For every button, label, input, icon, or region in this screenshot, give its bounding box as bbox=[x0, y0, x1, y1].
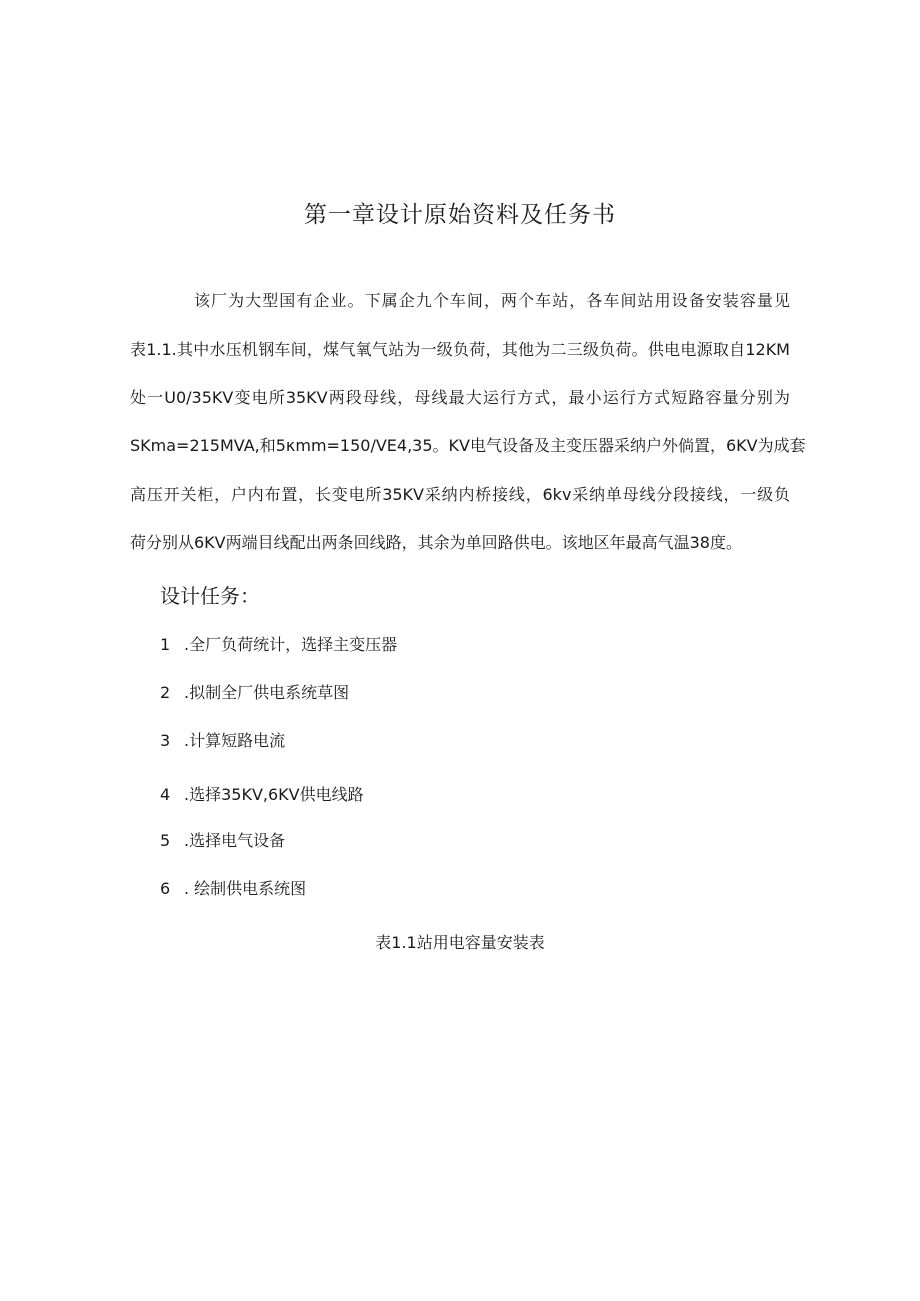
task-text: .拟制全厂供电系统草图 bbox=[184, 683, 350, 702]
task-text: .计算短路电流 bbox=[184, 731, 286, 750]
paragraph-line: SKma=215MVA,和5κmm=150/VE4,35。KV电气设备及主变压器采纳户外倘置，6KV为成套 bbox=[130, 436, 806, 455]
task-number: 4 bbox=[160, 785, 171, 804]
task-number: 2 bbox=[160, 683, 171, 702]
task-number: 5 bbox=[160, 831, 171, 850]
task-number: 1 bbox=[160, 635, 171, 654]
task-text: . 绘制供电系统图 bbox=[184, 879, 307, 898]
paragraph-line: 该厂为大型国有企业。下属企九个车间，两个车站，各车间站用设备安装容量见 bbox=[194, 291, 790, 310]
task-item bbox=[160, 828, 285, 851]
table-caption: 表1.1站用电容量安装表 bbox=[375, 933, 545, 952]
task-number: 3 bbox=[160, 731, 171, 750]
task-text: .选择电气设备 bbox=[184, 831, 286, 850]
task-text: .选择35KV,6KV供电线路 bbox=[184, 785, 364, 804]
task-item bbox=[160, 680, 349, 703]
page-title: 第一章设计原始资料及任务书 bbox=[304, 202, 616, 228]
paragraph-line: 处一U0/35KV变电所35KV两段母线，母线最大运行方式，最小运行方式短路容量分别为 bbox=[130, 388, 790, 407]
paragraph-line: 荷分别从6KV两端目线配出两条回线路，其余为单回路供电。该地区年最高气温38度。 bbox=[130, 533, 742, 552]
paragraph-line: 表1.1.其中水压机钢车间，煤气氧气站为一级负荷，其他为二三级负荷。供电电源取自12KM bbox=[130, 340, 790, 359]
task-text: .全厂负荷统计，选择主变压器 bbox=[184, 635, 398, 654]
task-number: 6 bbox=[160, 879, 171, 898]
task-item bbox=[160, 782, 364, 805]
paragraph-line: 高压开关柜，户内布置，长变电所35KV采纳内桥接线，6kv采纳单母线分段接线，一级负 bbox=[130, 485, 790, 504]
tasks-heading: 设计任务： bbox=[160, 584, 260, 608]
task-item bbox=[160, 728, 285, 751]
task-item bbox=[160, 632, 397, 655]
task-item bbox=[160, 876, 306, 899]
